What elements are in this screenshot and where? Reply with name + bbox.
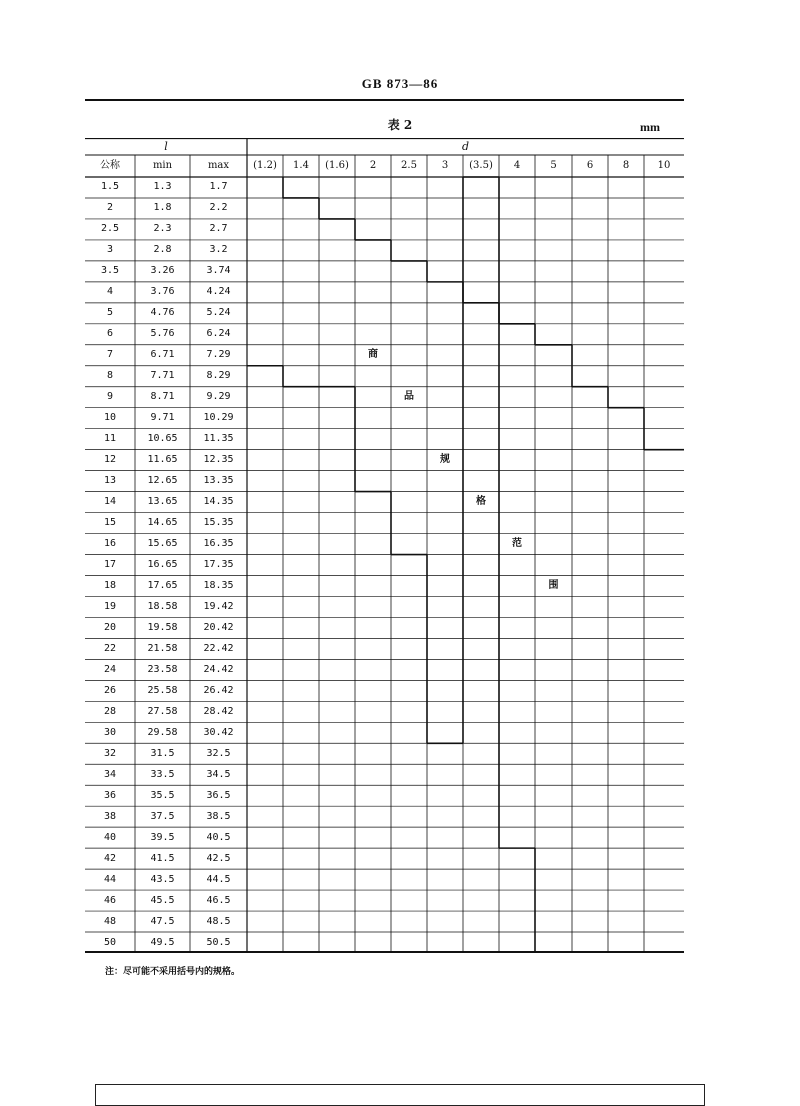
range-label-char: 商 — [368, 349, 378, 361]
table-cell-value: 32 — [103, 747, 117, 759]
table-cell-value: 20.42 — [203, 621, 234, 633]
table-cell-value: 32.5 — [206, 747, 231, 759]
d-column-header: 4 — [513, 160, 521, 171]
table-cell-value: 30.42 — [203, 726, 234, 738]
table-cell-value: 5.76 — [150, 328, 175, 340]
d-column-header: (1.6) — [325, 160, 349, 171]
table-cell-value: 48.5 — [206, 915, 231, 927]
table-cell-value: 36 — [103, 789, 117, 801]
table-cell-value: 45.5 — [150, 894, 175, 906]
table-cell-value: 4.76 — [150, 307, 175, 319]
table-cell-value: 15.35 — [203, 517, 234, 529]
table-cell-value: 9.71 — [150, 412, 175, 424]
table-cell-value: 2.2 — [209, 202, 228, 214]
table-cell-value: 43.5 — [150, 873, 175, 885]
table-cell-value: 1.3 — [153, 181, 172, 193]
range-label-char: 范 — [512, 538, 522, 550]
table-cell-value: 2.8 — [153, 244, 172, 256]
table-cell-value: 3.76 — [150, 286, 175, 298]
table-cell-value: 42 — [103, 852, 117, 864]
d-column-header: (1.2) — [253, 160, 277, 171]
table-cell-value: 12.35 — [203, 454, 234, 466]
table-cell-value: 3.74 — [206, 265, 231, 277]
table-cell-value: 33.5 — [150, 768, 175, 780]
table-cell-value: 7.29 — [206, 349, 231, 361]
dimension-table — [85, 138, 684, 953]
range-label-char: 格 — [476, 496, 486, 508]
table-cell-value: 25.58 — [147, 684, 178, 696]
table-cell-value: 17.65 — [147, 579, 178, 591]
d-column-header: 2.5 — [401, 160, 417, 171]
d-column-header: 10 — [657, 160, 671, 171]
table-cell-value: 8.29 — [206, 370, 231, 382]
table-cell-value: 31.5 — [150, 747, 175, 759]
d-column-header: 3 — [441, 160, 449, 171]
table-cell-value: 11 — [103, 433, 117, 445]
table-cell-value: 6.24 — [206, 328, 231, 340]
table-cell-value: 10.29 — [203, 412, 234, 424]
table-cell-value: 3.5 — [100, 265, 120, 277]
table-cell-value: 19.42 — [203, 600, 234, 612]
table-cell-value: 28 — [103, 705, 117, 717]
d-column-header: 6 — [586, 160, 594, 171]
table-cell-value: 22 — [103, 642, 117, 654]
table-cell-value: 7 — [106, 349, 114, 361]
table-cell-value: 13 — [103, 475, 117, 487]
table-cell-value: 16.65 — [147, 559, 178, 570]
table-cell-value: 24.42 — [203, 663, 234, 675]
table-cell-value: 4.24 — [206, 286, 231, 298]
table-cell-value: 47.5 — [150, 915, 175, 927]
table-cell-value: 8 — [106, 370, 114, 382]
table-cell-value: 10 — [103, 412, 117, 424]
table-cell-value: 38 — [103, 810, 117, 822]
table-cell-value: 48 — [103, 915, 117, 927]
range-label-char: 规 — [440, 454, 450, 466]
table-cell-value: 20 — [103, 621, 117, 633]
table-cell-value: 8.71 — [150, 391, 175, 403]
table-cell-value: 5 — [106, 307, 114, 319]
table-cell-value: 15.65 — [147, 538, 178, 550]
table-cell-value: 34 — [103, 768, 117, 780]
table-cell-value: 46 — [103, 894, 117, 906]
table-cell-value: 36.5 — [206, 789, 231, 801]
table-cell-value: 11.65 — [147, 454, 178, 466]
table-cell-value: 42.5 — [206, 852, 231, 864]
table-cell-value: 35.5 — [150, 789, 175, 801]
table-cell-value: 17 — [103, 559, 117, 570]
table-cell-value: 19 — [103, 600, 117, 612]
table-cell-value: 12 — [103, 454, 117, 466]
table-cell-value: 21.58 — [147, 642, 178, 654]
table-cell-value: 12.65 — [147, 475, 178, 487]
range-label-char: 围 — [548, 579, 559, 591]
table-cell-value: 2.5 — [100, 223, 120, 235]
d-column-header: (3.5) — [469, 160, 493, 171]
table-cell-value: 1.8 — [153, 202, 172, 214]
d-column-header: 2 — [369, 160, 377, 171]
l-sub-header: 公称 — [100, 160, 120, 171]
table-cell-value: 24 — [103, 663, 117, 675]
table-cell-value: 18.35 — [203, 579, 234, 591]
table-cell-value: 37.5 — [150, 810, 175, 822]
table-cell-value: 27.58 — [147, 705, 178, 717]
table-cell-value: 41.5 — [150, 852, 175, 864]
table-cell-value: 19.58 — [147, 621, 178, 633]
table-cell-value: 4 — [106, 286, 114, 298]
bottom-frame — [95, 1084, 705, 1106]
table-cell-value: 18.58 — [147, 600, 178, 612]
table-cell-value: 2.7 — [209, 223, 228, 235]
table-cell-value: 30 — [103, 726, 117, 738]
table-cell-value: 39.5 — [150, 831, 175, 843]
table-cell-value: 13.35 — [203, 475, 234, 487]
table-cell-value: 44 — [103, 873, 117, 885]
table-cell-value: 14 — [103, 496, 117, 508]
table-cell-value: 6 — [106, 328, 114, 340]
table-cell-value: 46.5 — [206, 894, 231, 906]
table-cell-value: 10.65 — [147, 433, 178, 445]
table-cell-value: 16 — [103, 538, 117, 550]
l-sub-header: max — [207, 160, 230, 171]
table-cell-value: 28.42 — [203, 705, 234, 717]
table-cell-value: 3.2 — [209, 244, 228, 256]
table-cell-value: 2 — [106, 202, 114, 214]
table-caption: 表 2 — [387, 118, 413, 132]
table-cell-value: 3.26 — [150, 265, 175, 277]
table-cell-value: 38.5 — [206, 810, 231, 822]
table-cell-value: 2.3 — [153, 223, 172, 235]
table-cell-value: 9 — [106, 391, 114, 403]
table-cell-value: 15 — [103, 517, 117, 529]
table-cell-value: 9.29 — [206, 391, 231, 403]
table-cell-value: 50 — [103, 936, 117, 948]
header-rule — [85, 99, 684, 101]
standard-code-header: GB 873—86 — [361, 76, 439, 91]
table-cell-value: 22.42 — [203, 642, 234, 654]
d-column-header: 8 — [622, 160, 630, 171]
d-column-header: 1.4 — [293, 160, 309, 171]
table-cell-value: 11.35 — [203, 433, 234, 445]
table-cell-value: 1.7 — [209, 181, 228, 193]
table-cell-value: 6.71 — [150, 349, 175, 361]
l-sub-header: min — [152, 160, 173, 171]
table-cell-value: 44.5 — [206, 873, 231, 885]
table-cell-value: 26.42 — [203, 684, 234, 696]
range-label-char: 品 — [404, 391, 414, 403]
table-cell-value: 14.65 — [147, 517, 178, 529]
table-cell-value: 40.5 — [206, 831, 231, 843]
table-cell-value: 29.58 — [147, 726, 178, 738]
table-cell-value: 1.5 — [100, 181, 120, 193]
table-cell-value: 49.5 — [150, 936, 175, 948]
d-column-header: 5 — [550, 160, 557, 171]
table-cell-value: 7.71 — [150, 370, 175, 382]
d-group-header: d — [461, 140, 470, 153]
l-group-header: l — [164, 140, 168, 153]
table-cell-value: 50.5 — [206, 936, 231, 948]
table-cell-value: 13.65 — [147, 496, 178, 508]
table-cell-value: 17.35 — [203, 559, 234, 570]
table-cell-value: 23.58 — [147, 663, 178, 675]
table-cell-value: 18 — [103, 579, 117, 591]
table-cell-value: 5.24 — [206, 307, 231, 319]
unit-label: mm — [640, 120, 660, 134]
table-cell-value: 40 — [103, 831, 117, 843]
table-cell-value: 26 — [103, 684, 117, 696]
footnote: 注：尽可能不采用括号内的规格。 — [105, 967, 241, 977]
table-cell-value: 34.5 — [206, 768, 231, 780]
table-cell-value: 16.35 — [203, 538, 234, 550]
table-cell-value: 3 — [106, 244, 114, 256]
table-cell-value: 14.35 — [203, 496, 234, 508]
